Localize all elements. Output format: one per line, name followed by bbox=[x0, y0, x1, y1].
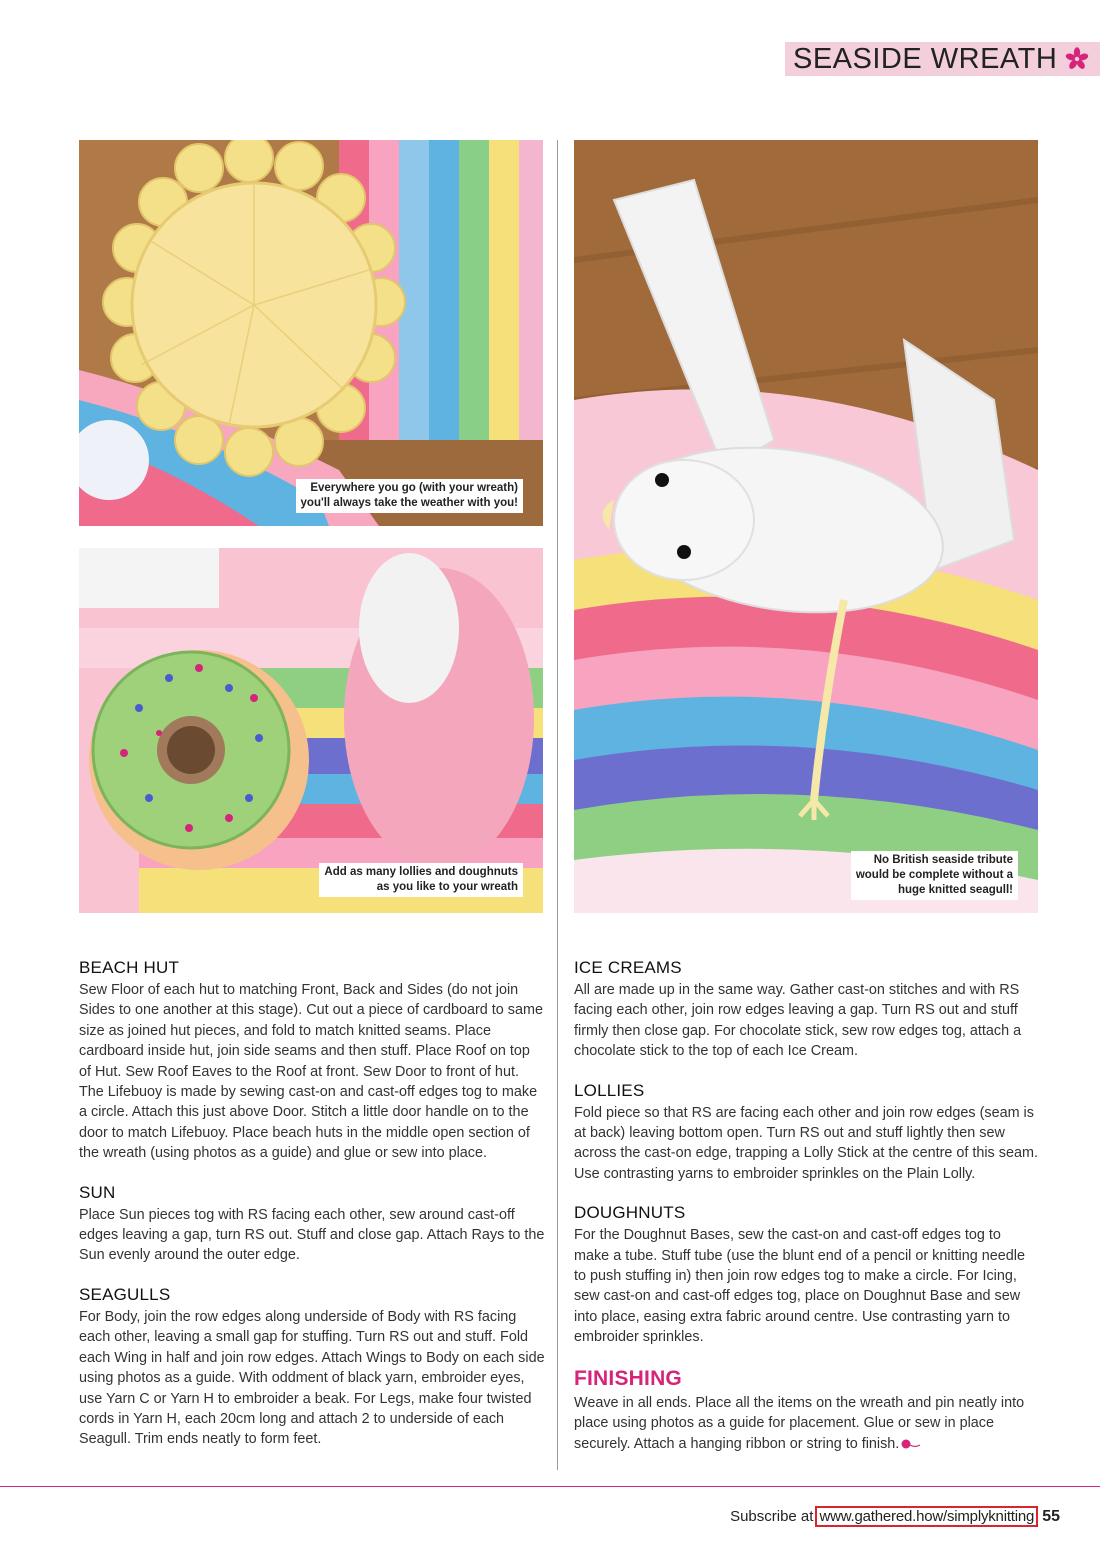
sun-caption-line: Everywhere you go (with your wreath) bbox=[310, 482, 518, 494]
sun-photo-caption bbox=[296, 479, 523, 513]
page-number: 55 bbox=[1042, 1507, 1060, 1525]
footer bbox=[730, 1506, 1060, 1527]
doughnut-photo-illustration bbox=[79, 548, 543, 913]
finishing-heading: FINISHING bbox=[574, 1366, 682, 1390]
seagull-photo-caption bbox=[851, 851, 1018, 900]
sun-photo-illustration bbox=[79, 140, 543, 526]
right-column bbox=[574, 958, 1040, 1473]
subscribe-url-link[interactable]: www.gathered.how/simplyknitting bbox=[815, 1506, 1038, 1527]
finishing-body: Weave in all ends. Place all the items on the wreath and pin neatly into place using photos as a guide for placement. Glue or sew in place securely. Attach a hanging ribbon or string to finish. bbox=[574, 1394, 1025, 1452]
sun-caption-line: you'll always take the weather with you! bbox=[300, 497, 518, 509]
ice-creams-heading: ICE CREAMS bbox=[574, 958, 682, 977]
seagulls-section bbox=[79, 1285, 545, 1450]
finishing-paragraph bbox=[574, 1393, 1040, 1454]
doughnut-photo bbox=[79, 548, 543, 913]
sun-heading: SUN bbox=[79, 1182, 116, 1202]
beach-hut-heading: BEACH HUT bbox=[79, 958, 180, 977]
asterisk-flower-icon bbox=[1065, 47, 1089, 71]
beach-hut-body: Sew Floor of each hut to matching Front, Back and Sides (do not join Sides to one another at this stage). Cut out a piece of cardboard to same size as joined hut pieces, and fold to match knitted seams. Place cardboard inside hut, join side seams and then stuff. Place Roof on top of Hut. Sew Roof Eaves to the Roof at front. Sew Door to front of hut. The Lifebuoy is made by sewing cast-on and cast-off edges tog to make a circle. Attach this just above Door. Stitch a little door handle on to the door to match Lifebuoy. Place beach huts in the middle open section of the wreath (using photos as a guide) and glue or sew into place. bbox=[79, 982, 543, 1162]
seagulls-heading: SEAGULLS bbox=[79, 1284, 171, 1304]
doughnuts-body: For the Doughnut Bases, sew the cast-on and cast-off edges tog to make a tube. Stuff tube (use the blunt end of a pencil or knitting needle to push stuffing in) then join row edges tog to make a circle. For Icing, sew cast-on and cast-off edges tog, place on Doughnut Base and sew into place, easing extra fabric around centre. Use contrasting yarn to embroider sprinkles. bbox=[574, 1227, 1025, 1346]
doughnuts-heading: DOUGHNUTS bbox=[574, 1203, 686, 1223]
section-header bbox=[785, 42, 1100, 76]
seagull-photo-illustration bbox=[574, 140, 1038, 913]
sun-section bbox=[79, 1183, 545, 1266]
seagull-caption-line: No British seaside tribute bbox=[873, 854, 1013, 866]
seagulls-body: For Body, join the row edges along underside of Body with RS facing each other, leaving a small gap for stuffing. Turn RS out and stuff. Fold each Wing in half and join row edges. Attach Wings to Body on each side using photos as a guide. With oddment of black yarn, embroider eyes, use Yarn C or Yarn H to embroider a beak. For Legs, make four twisted cords in Yarn H, each 20cm long and attach 2 to underside of each Seagull. Trim ends neatly to form feet. bbox=[79, 1308, 545, 1448]
finishing-section bbox=[574, 1367, 1040, 1454]
lollies-heading: LOLLIES bbox=[574, 1080, 645, 1100]
lollies-body: Fold piece so that RS are facing each other and join row edges (seam is at back) leaving bottom open. Turn RS out and stuff lightly then sew across the cast-on edge, trapping a Lolly Stick at the centre of this seam. Use contrasting yarns to embroider sprinkles on the Plain Lolly. bbox=[574, 1104, 1038, 1182]
left-column bbox=[79, 958, 545, 1469]
ice-creams-section bbox=[574, 958, 1040, 1062]
seagull-caption-line: huge knitted seagull! bbox=[897, 884, 1013, 896]
column-divider bbox=[557, 140, 558, 1470]
doughnut-caption-line: Add as many lollies and doughnuts bbox=[324, 866, 518, 878]
beach-hut-section bbox=[79, 958, 545, 1164]
doughnut-caption-line: as you like to your wreath bbox=[376, 881, 518, 893]
section-title: SEASIDE WREATH bbox=[793, 42, 1058, 75]
doughnuts-section bbox=[574, 1203, 1040, 1347]
doughnut-photo-caption bbox=[319, 863, 523, 897]
lollies-section bbox=[574, 1081, 1040, 1185]
seagull-photo bbox=[574, 140, 1038, 913]
sun-photo bbox=[79, 140, 543, 526]
yarn-ball-icon bbox=[899, 1439, 921, 1449]
seagull-caption-line: would be complete without a bbox=[855, 869, 1013, 881]
ice-creams-body: All are made up in the same way. Gather cast-on stitches and with RS facing each other, join row edges leaving a gap. Turn RS out and stuff firmly then close gap. For chocolate stick, sew row edges tog, attach a chocolate stick to the top of each Ice Cream. bbox=[574, 982, 1022, 1060]
sun-body: Place Sun pieces tog with RS facing each other, sew around cast-off edges leaving a gap, turn RS out. Stuff and close gap. Attach Rays to the Sun evenly around the outer edge. bbox=[79, 1206, 545, 1264]
subscribe-label: Subscribe at bbox=[730, 1508, 814, 1525]
footer-rule bbox=[0, 1486, 1100, 1487]
